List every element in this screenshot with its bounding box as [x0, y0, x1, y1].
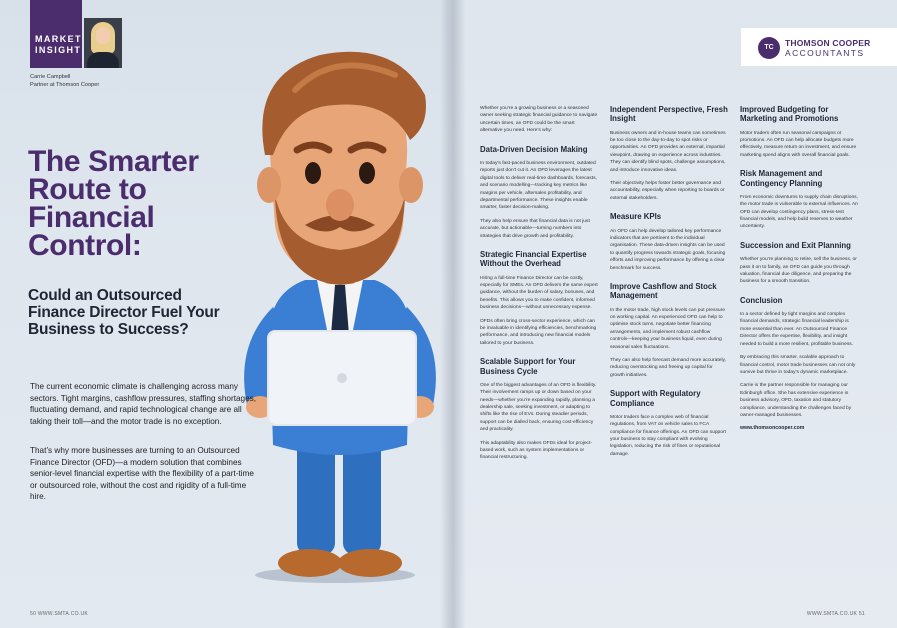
body-paragraph: An OFD can help develop tailored key performance indicators that are pertinent to the individual organisation. These data-driven insights can be used to quantify progress towards strategic goals, focusing efforts and improving performance by offering a clear benchmark for success. — [610, 228, 726, 271]
intro-paragraph: That’s why more businesses are turning to an Outsourced Finance Director (OFD)—a modern solution that combines senior-level financial expertise with the flexibility of a part-time or outsourced role, without the cost and rigidity of a full-time hire. — [30, 446, 254, 501]
logo-sub: ACCOUNTANTS — [785, 48, 865, 58]
body-paragraph: They also help ensure that financial data is not just accurate, but actionable—turning numbers into strategies that drive growth and profitability. — [480, 218, 590, 239]
section-heading: Measure KPIs — [610, 212, 662, 222]
body-paragraph: Motor traders face a complex web of financial regulations, from VAT on vehicle sales to FCA compliance for finance offerings. An OFD can support your business to stay compliant with evolving legislation, reducing the risk of fines or reputational damage. — [610, 414, 726, 457]
page-gutter — [440, 0, 466, 628]
section-heading: Scalable Support for Your Business Cycle — [480, 357, 576, 376]
body-paragraph: Hiring a full-time Finance Director can be costly, especially for SMEs. An OFD delivers the same expert guidance, without the burden of salary, bonuses, and benefits. This allows you to make confident, informed business decisions—without unnecessary expense. — [480, 275, 598, 311]
body-paragraph: Whether you’re planning to retire, sell the business, or pass it on to family, an OFD can guide you through valuation, financial due diligence, and preparing the business for a smooth transition. — [740, 257, 857, 285]
footer-right: WWW.SMTA.CO.UK 51 — [806, 611, 865, 617]
section-heading: Conclusion — [740, 295, 783, 305]
body-paragraph: One of the biggest advantages of an OFD is flexibility. Their involvement ramps up or down based on your needs—whether you’re expanding rapidly, planning a dealership sale, seeking investment, or adapting to shifts like the rise of EVs. During steadier periods, support can be dialled back, ensuring cost-efficiency and practicality. — [480, 382, 597, 433]
body-paragraph: In a sector defined by tight margins and complex financial demands, strategic financial leadership is more essential than ever. An Outsourced Finance Director offers the expertise, flexibility, and insight needed to build a more resilient, profitable business. — [740, 312, 854, 347]
section-heading: Improve Cashflow and Stock Management — [610, 281, 717, 301]
author-byline — [30, 73, 99, 89]
author-bio: Carrie is the partner responsible for managing our Edinburgh office. She has extensive experience in business advisory, OFD, taxation and statutory compliance, understanding the challenges faced by owner-managed businesses. — [740, 383, 852, 418]
businessman-figure-icon — [225, 45, 455, 585]
website-link[interactable]: www.thomsoncooper.com — [740, 425, 805, 432]
article-title: The Smarter Route to Financial Control: — [28, 145, 199, 262]
article-column-3 — [740, 105, 858, 439]
intro-paragraph: The current economic climate is challenging across many sectors. Tight margins, cashflow pressures, staffing shortages, fluctuating demand, and rapid technological change are all taking their toll—and the motor trade is no exception. — [30, 382, 257, 426]
author-role: Partner at Thomson Cooper — [30, 82, 100, 88]
businessman-illustration — [225, 45, 455, 585]
section-heading: Improved Budgeting for Marketing and Promotions — [740, 105, 839, 124]
body-paragraph: In the motor trade, high stock levels can put pressure on working capital. An experienced OFD can help to optimise stock turns, negotiate better financing arrangements, and implement robust cashflow controls—keeping your business liquid, even during seasonal sales fluctuations. — [610, 307, 725, 350]
body-paragraph: This adaptability also makes OFDs ideal for project-based work, such as system implementations or financial restructuring. — [480, 440, 592, 461]
body-paragraph: Motor traders often run seasonal campaigns or promotions. An OFD can help allocate budgets more effectively, measure return on investment, and ensure marketing spend aligns with overall financial goals. — [740, 130, 857, 158]
section-heading: Independent Perspective, Fresh Insight — [610, 105, 728, 124]
article-column-1 — [480, 105, 598, 468]
section-heading: Support with Regulatory Compliance — [610, 389, 701, 408]
logo-name: THOMSON COOPER — [785, 38, 871, 48]
body-paragraph: In today’s fast-paced business environment, outdated reports just don’t cut it. An OFD leverages the latest digital tools to deliver real-time dashboards, forecasts, and scenario modelling—tracking key metrics like margins per vehicle, aftersales profitability, and departmental performance. These insights enable smarter, faster decision-making. — [480, 160, 597, 211]
body-paragraph: By embracing this smarter, scalable approach to financial control, motor trade businesses can not only survive but thrive in today’s dynamic marketplace. — [740, 355, 856, 375]
body-paragraph: Whether you’re a growing business or a seasoned owner seeking strategic financial guidance to navigate uncertain times, an OFD could be the smart alternative you need. Here’s why: — [480, 106, 598, 134]
article-subtitle: Could an Outsourced Finance Director Fuel Your Business to Success? — [28, 287, 220, 338]
badge-line-1: MARKET — [35, 34, 82, 44]
body-paragraph: OFDs often bring cross-sector experience, which can be invaluable in identifying efficiencies, benchmarking performance, and introducing new financial models tailored to your business. — [480, 318, 597, 346]
market-insight-badge — [30, 0, 82, 68]
section-heading: Strategic Financial Expertise Without the Overhead — [480, 249, 587, 269]
footer-left: 50 WWW.SMTA.CO.UK — [30, 611, 89, 617]
badge-line-2: INSIGHT — [35, 45, 82, 55]
body-paragraph: Their objectivity helps foster better governance and accountability, especially when reporting to boards or external stakeholders. — [610, 181, 725, 201]
thomson-cooper-logo — [741, 28, 897, 66]
author-avatar — [84, 18, 122, 68]
body-paragraph: They can also help forecast demand more accurately, reducing overstocking and freeing up capital for growth initiatives. — [610, 358, 726, 378]
article-column-2 — [610, 105, 728, 464]
author-name: Carrie Campbell — [30, 74, 71, 80]
body-paragraph: From economic downturns to supply chain disruptions, the motor trade is vulnerable to external influences. An OFD can develop contingency plans, stress-test financial models, and help build reserves to weather uncertainty. — [740, 194, 858, 230]
section-heading: Data-Driven Decision Making — [480, 144, 588, 154]
section-heading: Risk Management and Contingency Planning — [740, 169, 823, 188]
logo-mark-icon: TC — [758, 37, 780, 59]
section-heading: Succession and Exit Planning — [740, 240, 851, 250]
body-paragraph: Business owners and in-house teams can sometimes be too close to the day-to-day to spot risks or opportunities. An OFD provides an external, impartial viewpoint, drawing on experience across industries. They can identify blind spots, challenge assumptions, and introduce innovative ideas. — [610, 130, 726, 173]
